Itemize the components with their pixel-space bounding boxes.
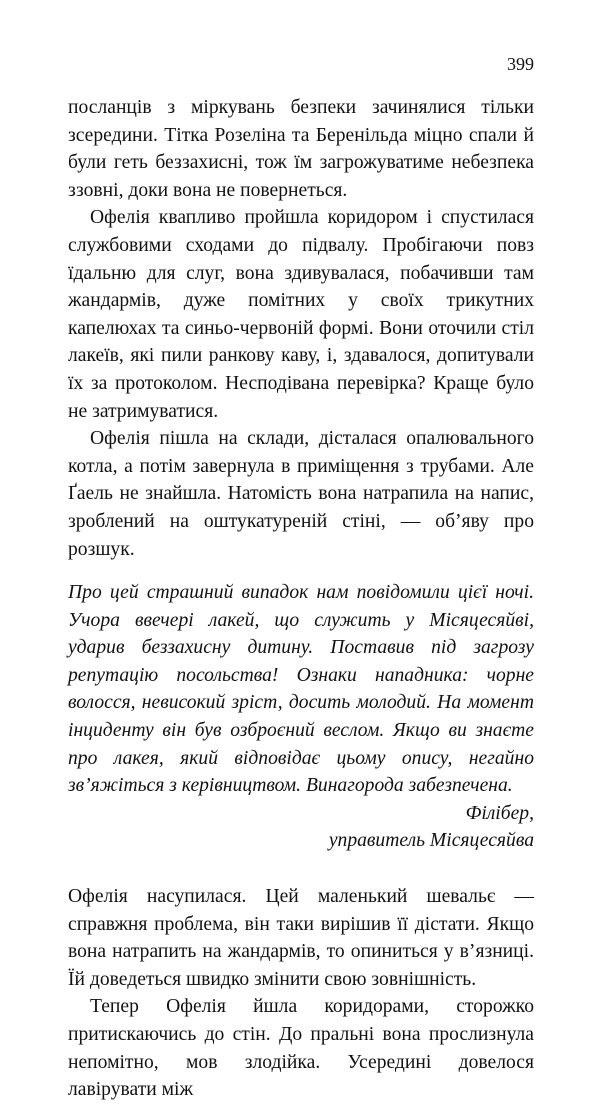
notice-signature-title: управитель Місяцесяйва xyxy=(328,830,534,852)
notice-signature-name: Філібер, xyxy=(465,802,534,824)
paragraph-continued: посланців з міркувань безпеки зачинялися тільки зсередини. Тітка Розеліна та Беренільда міцно спали й були геть беззахисні, тож їм загрожуватиме небезпека ззовні, доки вона не повернеться. xyxy=(68,97,534,201)
section-gap xyxy=(68,855,534,883)
paragraph-frowned: Офелія насупилася. Цей маленький шевальє — справжня проблема, він таки вирішив її дістати. Якщо вона натрапить на жандармів, то опиниться у в’язниці. Їй доведеться швидко змінити свою зовнішність. xyxy=(68,886,534,990)
notice-text: Про цей страшний випадок нам повідомили цієї ночі. Учора ввечері лакей, що служить у Місяцесяйві, ударив беззахисну дитину. Поставив під загрозу репутацію посольства! Ознаки нападника: чорне волосся, невисокий зріст, досить молодий. На момент інциденту він був озброєний веслом. Якщо ви знаєте про лакея, який відповідає цьому опису, негайно зв’яжіться з керівництвом. Винагорода забезпечена. xyxy=(68,582,534,797)
wanted-notice xyxy=(68,579,534,855)
paragraph-warehouse: Офелія пішла на склади, дісталася опалювального котла, а потім завернула в приміщення з трубами. Але Ґаель не знайшла. Натомість вона натрапила на напис, зроблений на оштукатуреній стіні, — об’яву про розшук. xyxy=(68,428,534,560)
book-page xyxy=(68,52,534,1104)
page-number: 399 xyxy=(507,54,534,74)
paragraph-laundry: Тепер Офелія йшла коридорами, сторожко притискаючись до стін. До пральні вона прослизнула непомітно, мов злодійка. Усередині довелося лавірувати між xyxy=(68,996,534,1101)
paragraph-corridor: Офелія квапливо пройшла коридором і спустилася службовими сходами до підвалу. Пробігаючи повз їдальню для слуг, вона здивувалася, побачивши там жандармів, дуже помітних у своїх трикутних капелюхах та синьо-червоній формі. Вони оточили стіл лакеїв, які пили ранкову каву, і, здавалося, допитували їх за протоколом. Несподівана перевірка? Краще було не затримуватися. xyxy=(68,207,534,422)
